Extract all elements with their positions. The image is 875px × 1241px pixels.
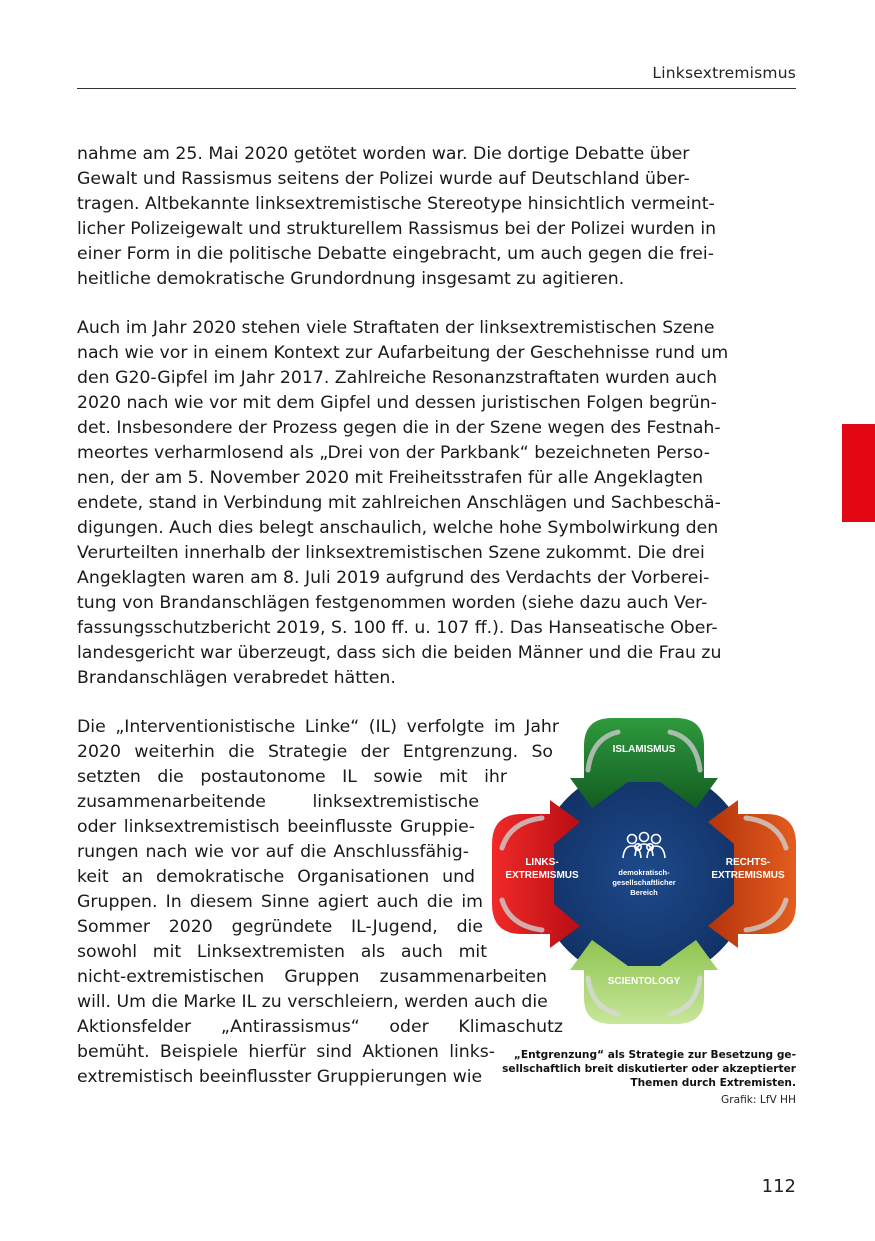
chapter-tab-marker [842,424,875,522]
text-line: Auch im Jahr 2020 stehen viele Straftaten der linksextremistischen Szene [77,318,715,338]
text-line: nen, der am 5. November 2020 mit Freiheitsstrafen für alle Angeklagten [77,468,704,488]
caption-line: Themen durch Extremisten. [630,1077,796,1089]
text-line: einer Form in die politische Debatte eingebracht, um auch gegen die frei- [77,244,714,264]
text-line: digungen. Auch dies belegt anschaulich, welche hohe Symbolwirkung den [77,518,719,538]
center-label-line2: gesellschaftlicher [612,878,676,887]
text-line: setzten die postautonome IL sowie mit ihr [77,767,507,787]
text-line: zusammenarbeitende linksextremistische [77,792,479,812]
header-rule [77,88,796,89]
label-scientology: SCIENTOLOGY [607,976,681,987]
text-line: Brandanschlägen verabredet hätten. [77,668,396,688]
text-line: Sommer 2020 gegründete IL-Jugend, die [77,917,483,937]
figure-caption [476,1048,796,1090]
label-islamismus: ISLAMISMUS [612,744,676,755]
paragraph-2 [77,316,734,691]
text-line: 2020 weiterhin die Strategie der Entgrenzung. So [77,742,553,762]
text-line: Verurteilten innerhalb der linksextremistischen Szene zukommt. Die drei [77,543,705,563]
text-line: nicht-extremistischen Gruppen zusammenarbeiten [77,967,547,987]
label-links-line2: EXTREMISMUS [505,870,579,881]
text-line: 2020 nach wie vor mit dem Gipfel und dessen juristischen Folgen begrün- [77,393,717,413]
text-line: heitliche demokratische Grundordnung insgesamt zu agitieren. [77,269,625,289]
text-line: tragen. Altbekannte linksextremistische Stereotype hinsichtlich vermeint- [77,194,715,214]
label-rechts-line1: RECHTS- [725,857,771,868]
text-line: nahme am 25. Mai 2020 getötet worden war. Die dortige Debatte über [77,144,690,164]
text-line: landesgericht war überzeugt, dass sich die beiden Männer und die Frau zu [77,643,722,663]
label-rechts-line2: EXTREMISMUS [711,870,785,881]
page-number: 112 [761,1176,796,1197]
text-line: meortes verharmlosend als „Drei von der Parkbank“ bezeichneten Perso- [77,443,710,463]
center-label-line3: Bereich [630,888,658,897]
text-line: det. Insbesondere der Prozess gegen die in der Szene wegen des Festnah- [77,418,721,438]
caption-line: sellschaftlich breit diskutierter oder akzeptierter [502,1063,796,1075]
center-label-line1: demokratisch- [618,868,670,877]
text-line: rungen nach wie vor auf die Anschlussfähig- [77,842,469,862]
text-line: oder linksextremistisch beeinflusste Gruppie- [77,817,475,837]
text-line: endete, stand in Verbindung mit zahlreichen Anschlägen und Sachbeschä- [77,493,721,513]
text-line: Angeklagten waren am 8. Juli 2019 aufgrund des Verdachts der Vorberei- [77,568,710,588]
text-line: tung von Brandanschlägen festgenommen worden (siehe dazu auch Ver- [77,593,708,613]
text-line: will. Um die Marke IL zu verschleiern, werden auch die [77,992,548,1012]
caption-line: „Entgrenzung“ als Strategie zur Besetzung ge- [513,1049,796,1061]
text-line: extremistisch beeinflusster Gruppierungen wie [77,1067,483,1087]
text-line: keit an demokratische Organisationen und [77,867,475,887]
text-line: nach wie vor in einem Kontext zur Aufarbeitung der Geschehnisse rund um [77,343,729,363]
label-links-line1: LINKS- [525,857,559,868]
text-line: licher Polizeigewalt und strukturellem Rassismus bei der Polizei wurden in [77,219,717,239]
entgrenzung-diagram [488,708,800,1028]
figure-credit: Grafik: LfV HH [721,1094,796,1106]
text-line: den G20-Gipfel im Jahr 2017. Zahlreiche Resonanzstraftaten wurden auch [77,368,718,388]
paragraph-1 [77,142,734,292]
text-line: Aktionsfelder „Antirassismus“ oder Klimaschutz [77,1017,563,1037]
text-line: Gewalt und Rassismus seitens der Polizei wurde auf Deutschland über- [77,169,690,189]
text-line: fassungsschutzbericht 2019, S. 100 ff. u. 107 ff.). Das Hanseatische Ober- [77,618,718,638]
text-line: Gruppen. In diesem Sinne agiert auch die im [77,892,483,912]
running-header: Linksextremismus [652,64,796,82]
text-line: bemüht. Beispiele hierfür sind Aktionen links- [77,1042,495,1062]
text-line: Die „Interventionistische Linke“ (IL) verfolgte im Jahr [77,717,559,737]
text-line: sowohl mit Linksextremisten als auch mit [77,942,487,962]
